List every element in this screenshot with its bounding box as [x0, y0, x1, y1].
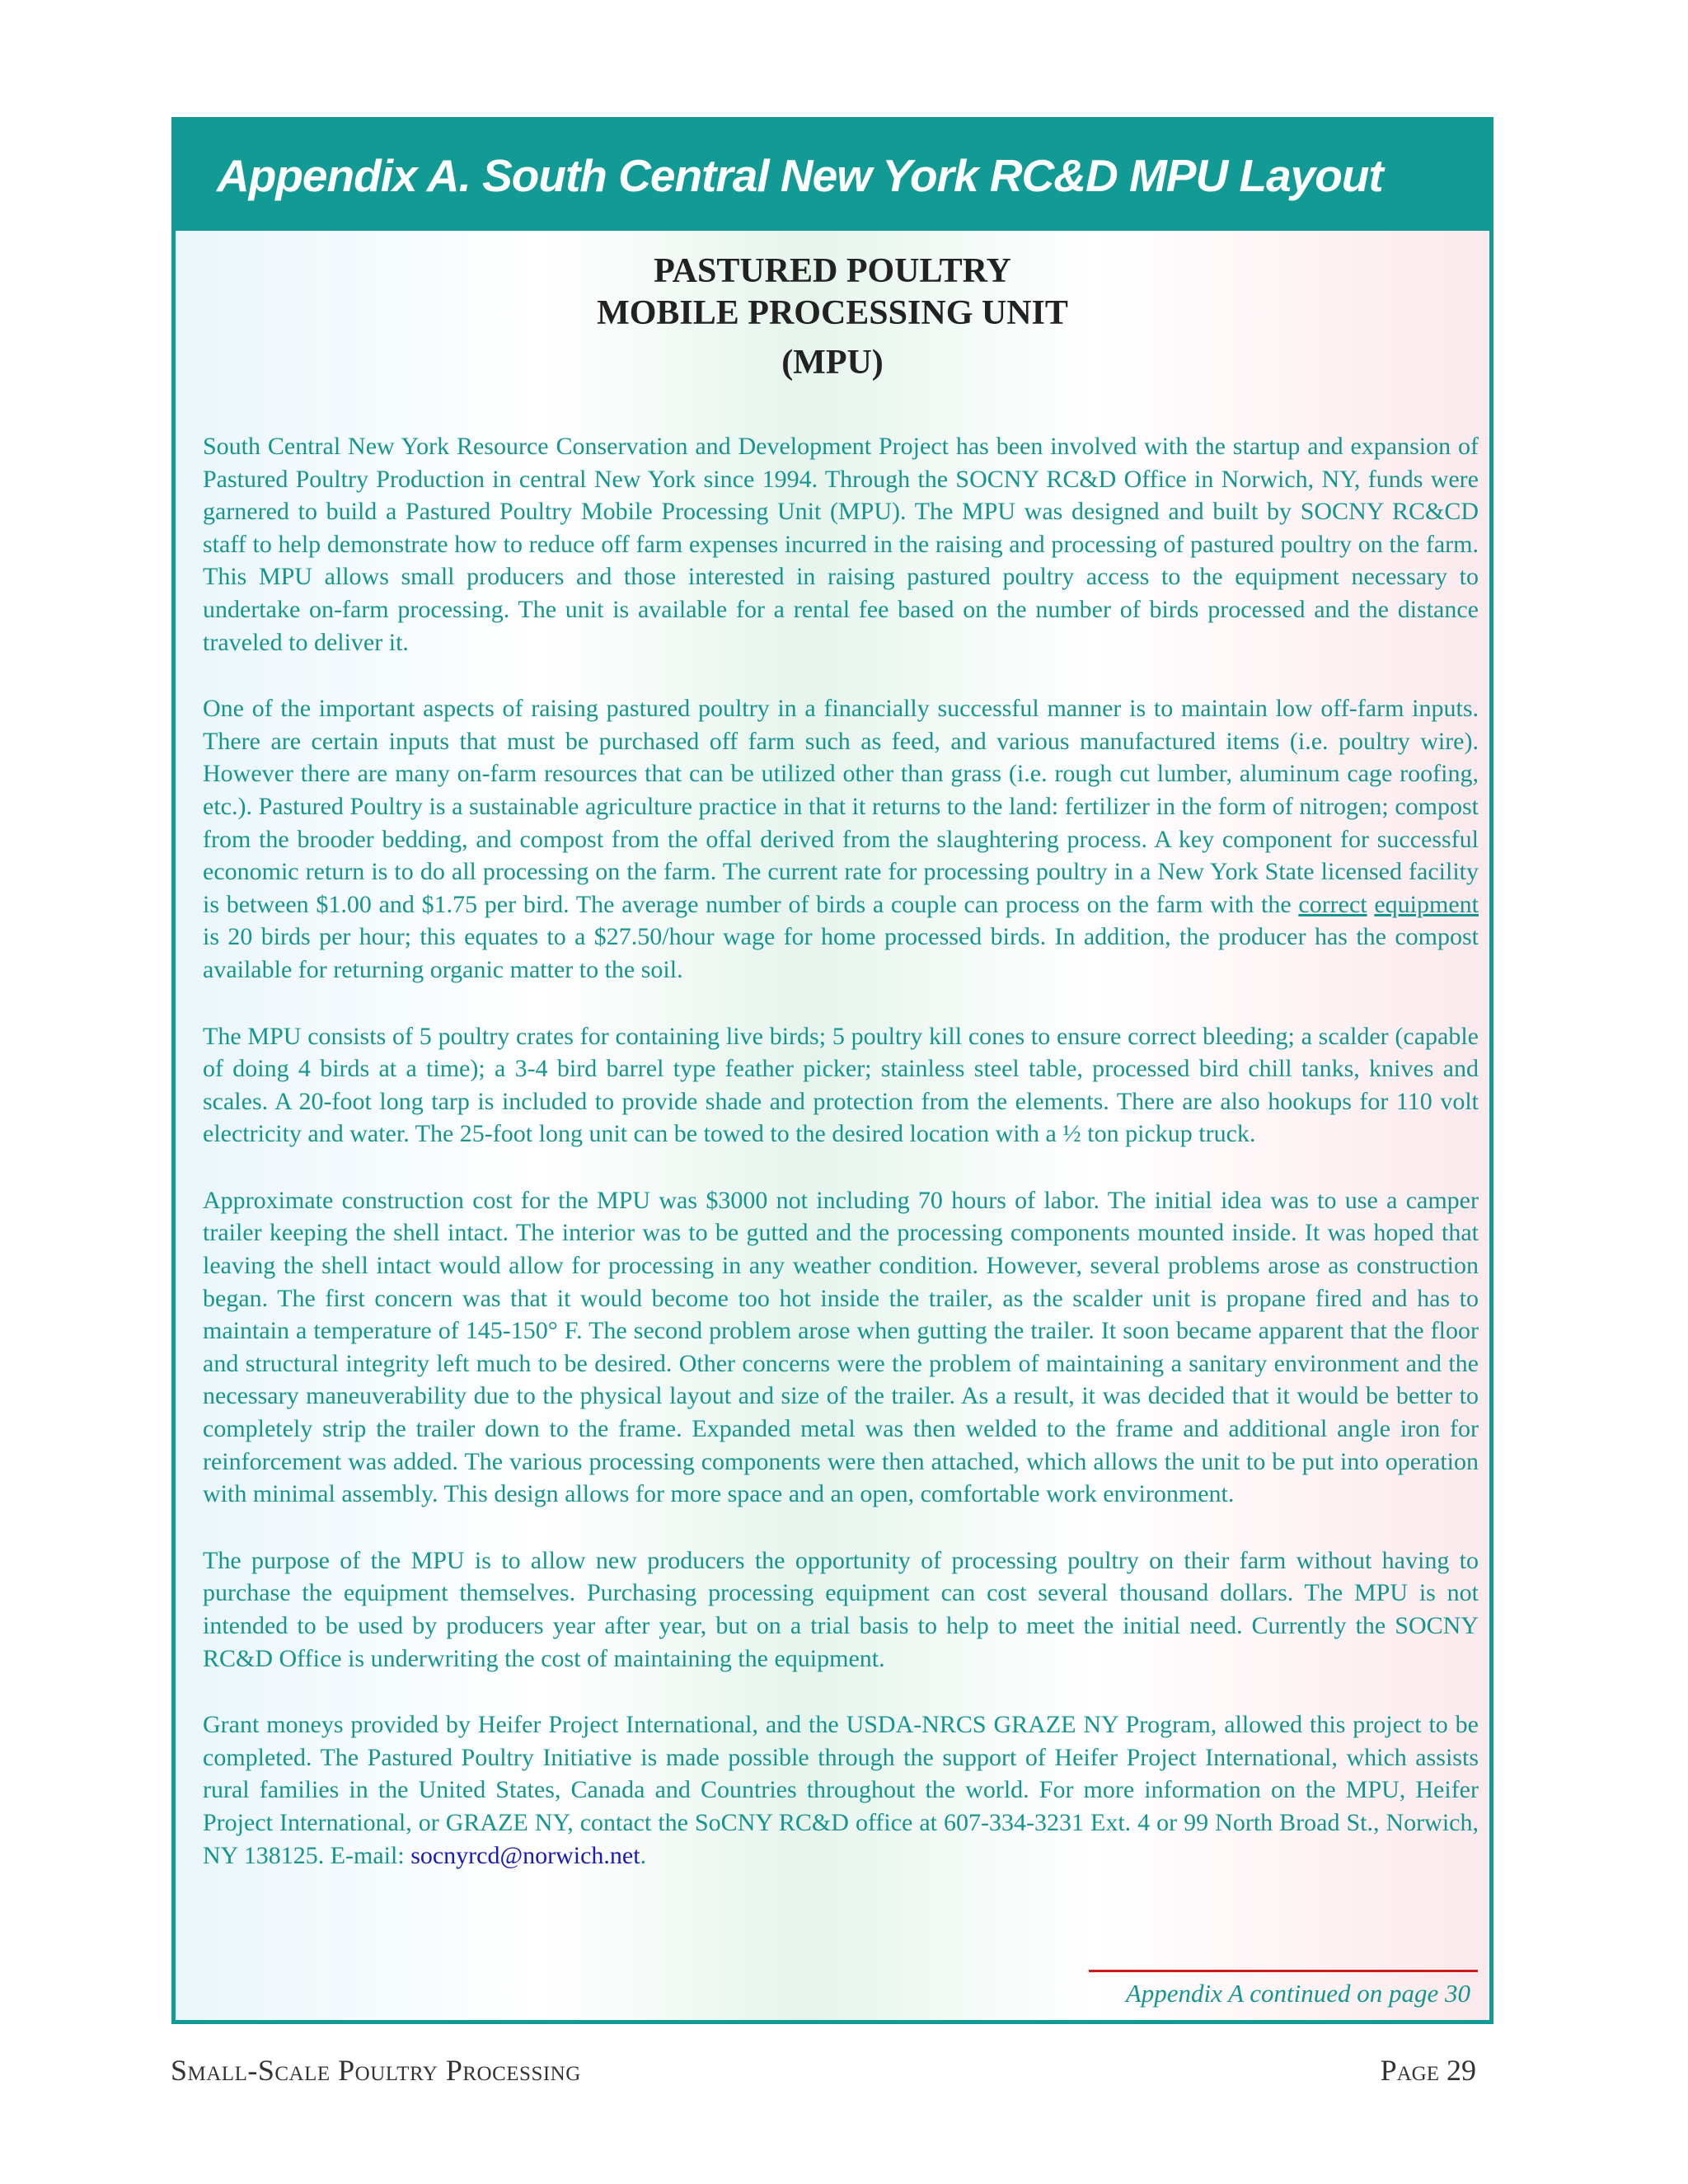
- footer-page-number: Page 29: [1380, 2054, 1476, 2087]
- paragraph-intro: South Central New York Resource Conservation and Development Project has been involved with the startup and expansion of Pastured Poultry Production in central New York since 1994. Through the SOCNY RC&D Office in Norwich, NY, funds were garnered to build a Pastured Poultry Mobile Processing Unit (MPU). The MPU was designed and built by SOCNY RC&CD staff to help demonstrate how to reduce off farm expenses incurred in the raising and processing of pastured poultry on the farm. This MPU allows small producers and those interested in raising pastured poultry access to the equipment necessary to undertake on-farm processing. The unit is available for a rental fee based on the number of birds processed and the distance traveled to deliver it.: [203, 433, 1479, 656]
- paragraph-purpose: The purpose of the MPU is to allow new producers the opportunity of processing poultry on their farm without having to purchase the equipment themselves. Purchasing processing equipment can cost several thousand dollars. The MPU is not intended to be used by producers year after year, but on a trial basis to help to meet the initial need. Currently the SOCNY RC&D Office is underwriting the cost of maintaining the equipment.: [203, 1546, 1479, 1672]
- heading-line-2: MOBILE PROCESSING UNIT: [597, 294, 1068, 332]
- heading-line-1: PASTURED POULTRY: [654, 252, 1011, 290]
- divider-rule: [1089, 1970, 1478, 1972]
- paragraph-construction: Approximate construction cost for the MPU was $3000 not including 70 hours of labor. The initial idea was to use a camper trailer keeping the shell intact. The interior was to be gutted and the processing components mounted inside. It was hoped that leaving the shell intact would allow for processing in any weather condition. However, several problems arose as construction began. The first concern was that it would become too hot inside the trailer, as the scalder unit is propane fired and has to maintain a temperature of 145-150° F. The second problem arose when gutting the trailer. It soon became apparent that the floor and structural integrity left much to be desired. Other concerns were the problem of maintaining a sanitary environment and the necessary maneuverability due to the physical layout and size of the trailer. As a result, it was decided that it would be better to completely strip the trailer down to the frame. Expanded metal was then welded to the frame and additional angle iron for reinforcement was added. The various processing components were then attached, which allows the unit to be put into operation with minimal assembly. This design allows for more space and an open, comfortable work environment.: [203, 1186, 1479, 1508]
- paragraph-inputs: [203, 692, 1479, 986]
- appendix-title: Appendix A. South Central New York RC&D MPU Layout: [217, 150, 1383, 201]
- paragraph-components: The MPU consists of 5 poultry crates for containing live birds; 5 poultry kill cones to ensure correct bleeding; a scalder (capable of doing 4 birds at a time); a 3-4 bird barrel type feather picker; stainless steel table, processed bird chill tanks, knives and scales. A 20-foot long tarp is included to provide shade and protection from the elements. There are also hookups for 110 volt electricity and water. The 25-foot long unit can be towed to the desired location with a ½ ton pickup truck.: [203, 1022, 1479, 1148]
- continued-note: Appendix A continued on page 30: [1125, 1979, 1470, 2008]
- email-link[interactable]: socnyrcd@norwich.net: [410, 1841, 640, 1869]
- body-text: [203, 430, 1479, 1905]
- title-bar: [176, 121, 1489, 231]
- heading-line-3: (MPU): [781, 344, 884, 382]
- paragraph-contact-end: .: [640, 1841, 647, 1869]
- underlined-correct: correct: [1298, 890, 1367, 918]
- paragraph-contact: [203, 1708, 1479, 1872]
- footer-publication-title: Small-Scale Poultry Processing: [171, 2054, 581, 2087]
- paragraph-inputs-end: is 20 birds per hour; this equates to a $27.50/hour wage for home processed birds. In addition, the producer has the compost available for returning organic matter to the soil.: [203, 923, 1479, 983]
- appendix-box: [171, 117, 1493, 2024]
- paragraph-inputs-text: One of the important aspects of raising pastured poultry in a financially successful manner is to maintain low off-farm inputs. There are certain inputs that must be purchased off farm such as feed, and various manufactured items (i.e. poultry wire). However there are many on-farm resources that can be utilized other than grass (i.e. rough cut lumber, aluminum cage roofing, etc.). Pastured Poultry is a sustainable agriculture practice in that it returns to the land: fertilizer in the form of nitrogen; compost from the brooder bedding, and compost from the offal derived from the slaughtering process. A key component for successful economic return is to do all processing on the farm. The current rate for processing poultry in a New York State licensed facility is between $1.00 and $1.75 per bird. The average number of birds a couple can process on the farm with the: [203, 695, 1479, 918]
- underlined-equipment: equipment: [1374, 890, 1479, 918]
- paragraph-contact-text: Grant moneys provided by Heifer Project International, and the USDA-NRCS GRAZE NY Program, allowed this project to be completed. The Pastured Poultry Initiative is made possible through the support of Heifer Project International, which assists rural families in the United States, Canada and Countries throughout the world. For more information on the MPU, Heifer Project International, or GRAZE NY, contact the SoCNY RC&D office at 607-334-3231 Ext. 4 or 99 North Broad St., Norwich, NY 138125. E-mail:: [203, 1711, 1479, 1869]
